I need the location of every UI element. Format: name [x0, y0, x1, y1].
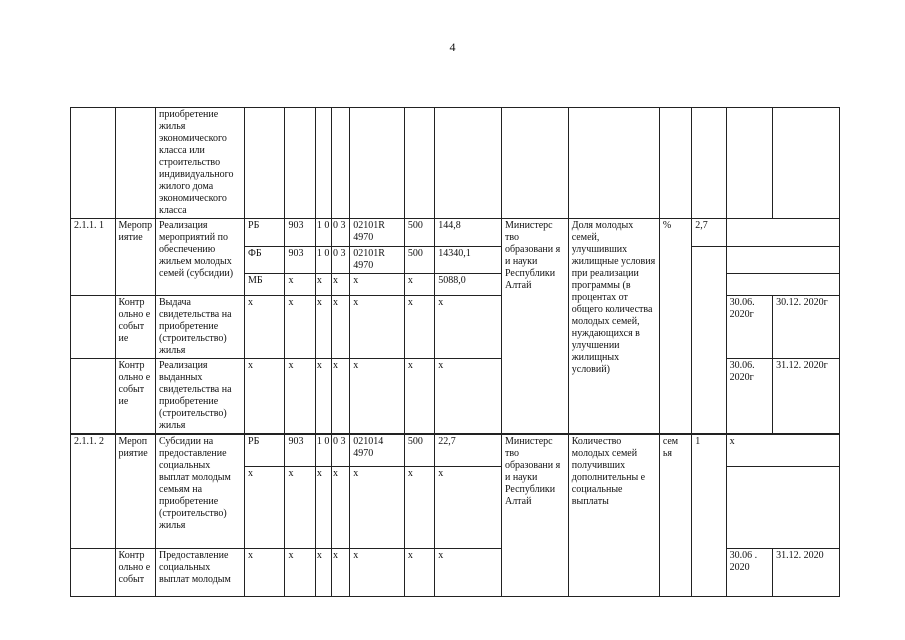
rz-code: 1 0 — [315, 219, 331, 247]
pr-code: х — [332, 274, 350, 296]
x-cell: х — [332, 296, 350, 359]
grbs-code: 903 — [285, 247, 315, 274]
x-cell: х — [332, 359, 350, 435]
indicator-value: 2,7 — [692, 219, 726, 247]
vr-code: 500 — [404, 219, 434, 247]
indicator-unit: % — [659, 219, 691, 435]
measure-name: Реализация мероприятий по обеспечению жильем молодых семей (субсидии) — [155, 219, 244, 296]
pr-code: 0 3 — [332, 219, 350, 247]
amount: 22,7 — [435, 434, 502, 466]
vr-code: 500 — [404, 434, 434, 466]
csr-code: х — [350, 466, 405, 548]
pr-code: 0 3 — [332, 247, 350, 274]
budget-source: ФБ — [245, 247, 285, 274]
period-cell: х — [726, 434, 839, 466]
measure-name: Субсидии на предоставление социальных выплат молодым семьям на приобретение (строительство) жилья — [155, 434, 244, 548]
csr-code: 02101R 4970 — [350, 247, 405, 274]
csr-code: 02101R 4970 — [350, 219, 405, 247]
x-cell: х — [315, 296, 331, 359]
x-cell: х — [350, 359, 405, 435]
x-cell: х — [245, 296, 285, 359]
pr-code: х — [332, 466, 350, 548]
indicator-name: Доля молодых семей, улучшивших жилищные условия при реализации программы (в процентах от общего количества молодых семей, нуждающихся в улучшении жилищных условий) — [568, 219, 659, 435]
x-cell: х — [285, 359, 315, 435]
x-cell: х — [435, 548, 502, 596]
measure-name-cont: приобретение жилья экономического класса или строительство индивидуального жилого дома экономического класса — [155, 108, 244, 219]
row-type: Контр ольно е событ — [115, 548, 155, 596]
x-cell: х — [285, 548, 315, 596]
indicator-value: 1 — [692, 434, 726, 596]
x-cell: х — [245, 548, 285, 596]
indicator-name: Количество молодых семей получивших дополнительны е социальные выплаты — [568, 434, 659, 596]
table-row — [71, 219, 840, 247]
x-cell: х — [404, 359, 434, 435]
program-table — [70, 107, 840, 597]
budget-source: РБ — [245, 219, 285, 247]
rz-code: х — [315, 274, 331, 296]
end-date: 31.12. 2020г — [773, 359, 840, 435]
row-type: Меропр иятие — [115, 219, 155, 296]
indicator-unit: сем ья — [659, 434, 691, 596]
x-cell: х — [350, 296, 405, 359]
x-cell: х — [404, 296, 434, 359]
rz-code: х — [315, 466, 331, 548]
end-date: 31.12. 2020 — [773, 548, 840, 596]
event-name: Выдача свидетельства на приобретение (строительство) жилья — [155, 296, 244, 359]
executor: Министерс тво образовани я и науки Республики Алтай — [501, 219, 568, 435]
amount: 144,8 — [435, 219, 502, 247]
csr-code: х — [350, 274, 405, 296]
vr-code: 500 — [404, 247, 434, 274]
grbs-code: х — [285, 274, 315, 296]
x-cell: х — [315, 359, 331, 435]
x-cell: х — [404, 548, 434, 596]
table-row — [71, 434, 840, 466]
row-type: Мероп риятие — [115, 434, 155, 548]
x-cell: х — [285, 296, 315, 359]
amount: 5088,0 — [435, 274, 502, 296]
event-name: Предоставление социальных выплат молодым — [155, 548, 244, 596]
row-type: Контр ольно е событ ие — [115, 359, 155, 435]
event-name: Реализация выданных свидетельства на приобретение (строительство) жилья — [155, 359, 244, 435]
executor: Министерс тво образовани я и науки Республики Алтай — [501, 434, 568, 596]
end-date: 30.12. 2020г — [773, 296, 840, 359]
csr-code: 021014 4970 — [350, 434, 405, 466]
table-row — [71, 108, 840, 219]
x-cell: х — [245, 359, 285, 435]
budget-source: х — [245, 466, 285, 548]
budget-source: РБ — [245, 434, 285, 466]
grbs-code: 903 — [285, 219, 315, 247]
pr-code: 0 3 — [332, 434, 350, 466]
row-code: 2.1.1. 2 — [71, 434, 116, 548]
page-number: 4 — [449, 40, 456, 54]
x-cell: х — [435, 359, 502, 435]
x-cell: х — [315, 548, 331, 596]
budget-source: МБ — [245, 274, 285, 296]
vr-code: х — [404, 274, 434, 296]
rz-code: 1 0 — [315, 247, 331, 274]
start-date: 30.06. 2020г — [726, 296, 773, 359]
row-type: Контр ольно е событ ие — [115, 296, 155, 359]
start-date: 30.06 . 2020 — [726, 548, 773, 596]
start-date: 30.06. 2020г — [726, 359, 773, 435]
row-code: 2.1.1. 1 — [71, 219, 116, 296]
grbs-code: х — [285, 466, 315, 548]
grbs-code: 903 — [285, 434, 315, 466]
rz-code: 1 0 — [315, 434, 331, 466]
x-cell: х — [435, 296, 502, 359]
amount: х — [435, 466, 502, 548]
x-cell: х — [350, 548, 405, 596]
vr-code: х — [404, 466, 434, 548]
amount: 14340,1 — [435, 247, 502, 274]
x-cell: х — [332, 548, 350, 596]
